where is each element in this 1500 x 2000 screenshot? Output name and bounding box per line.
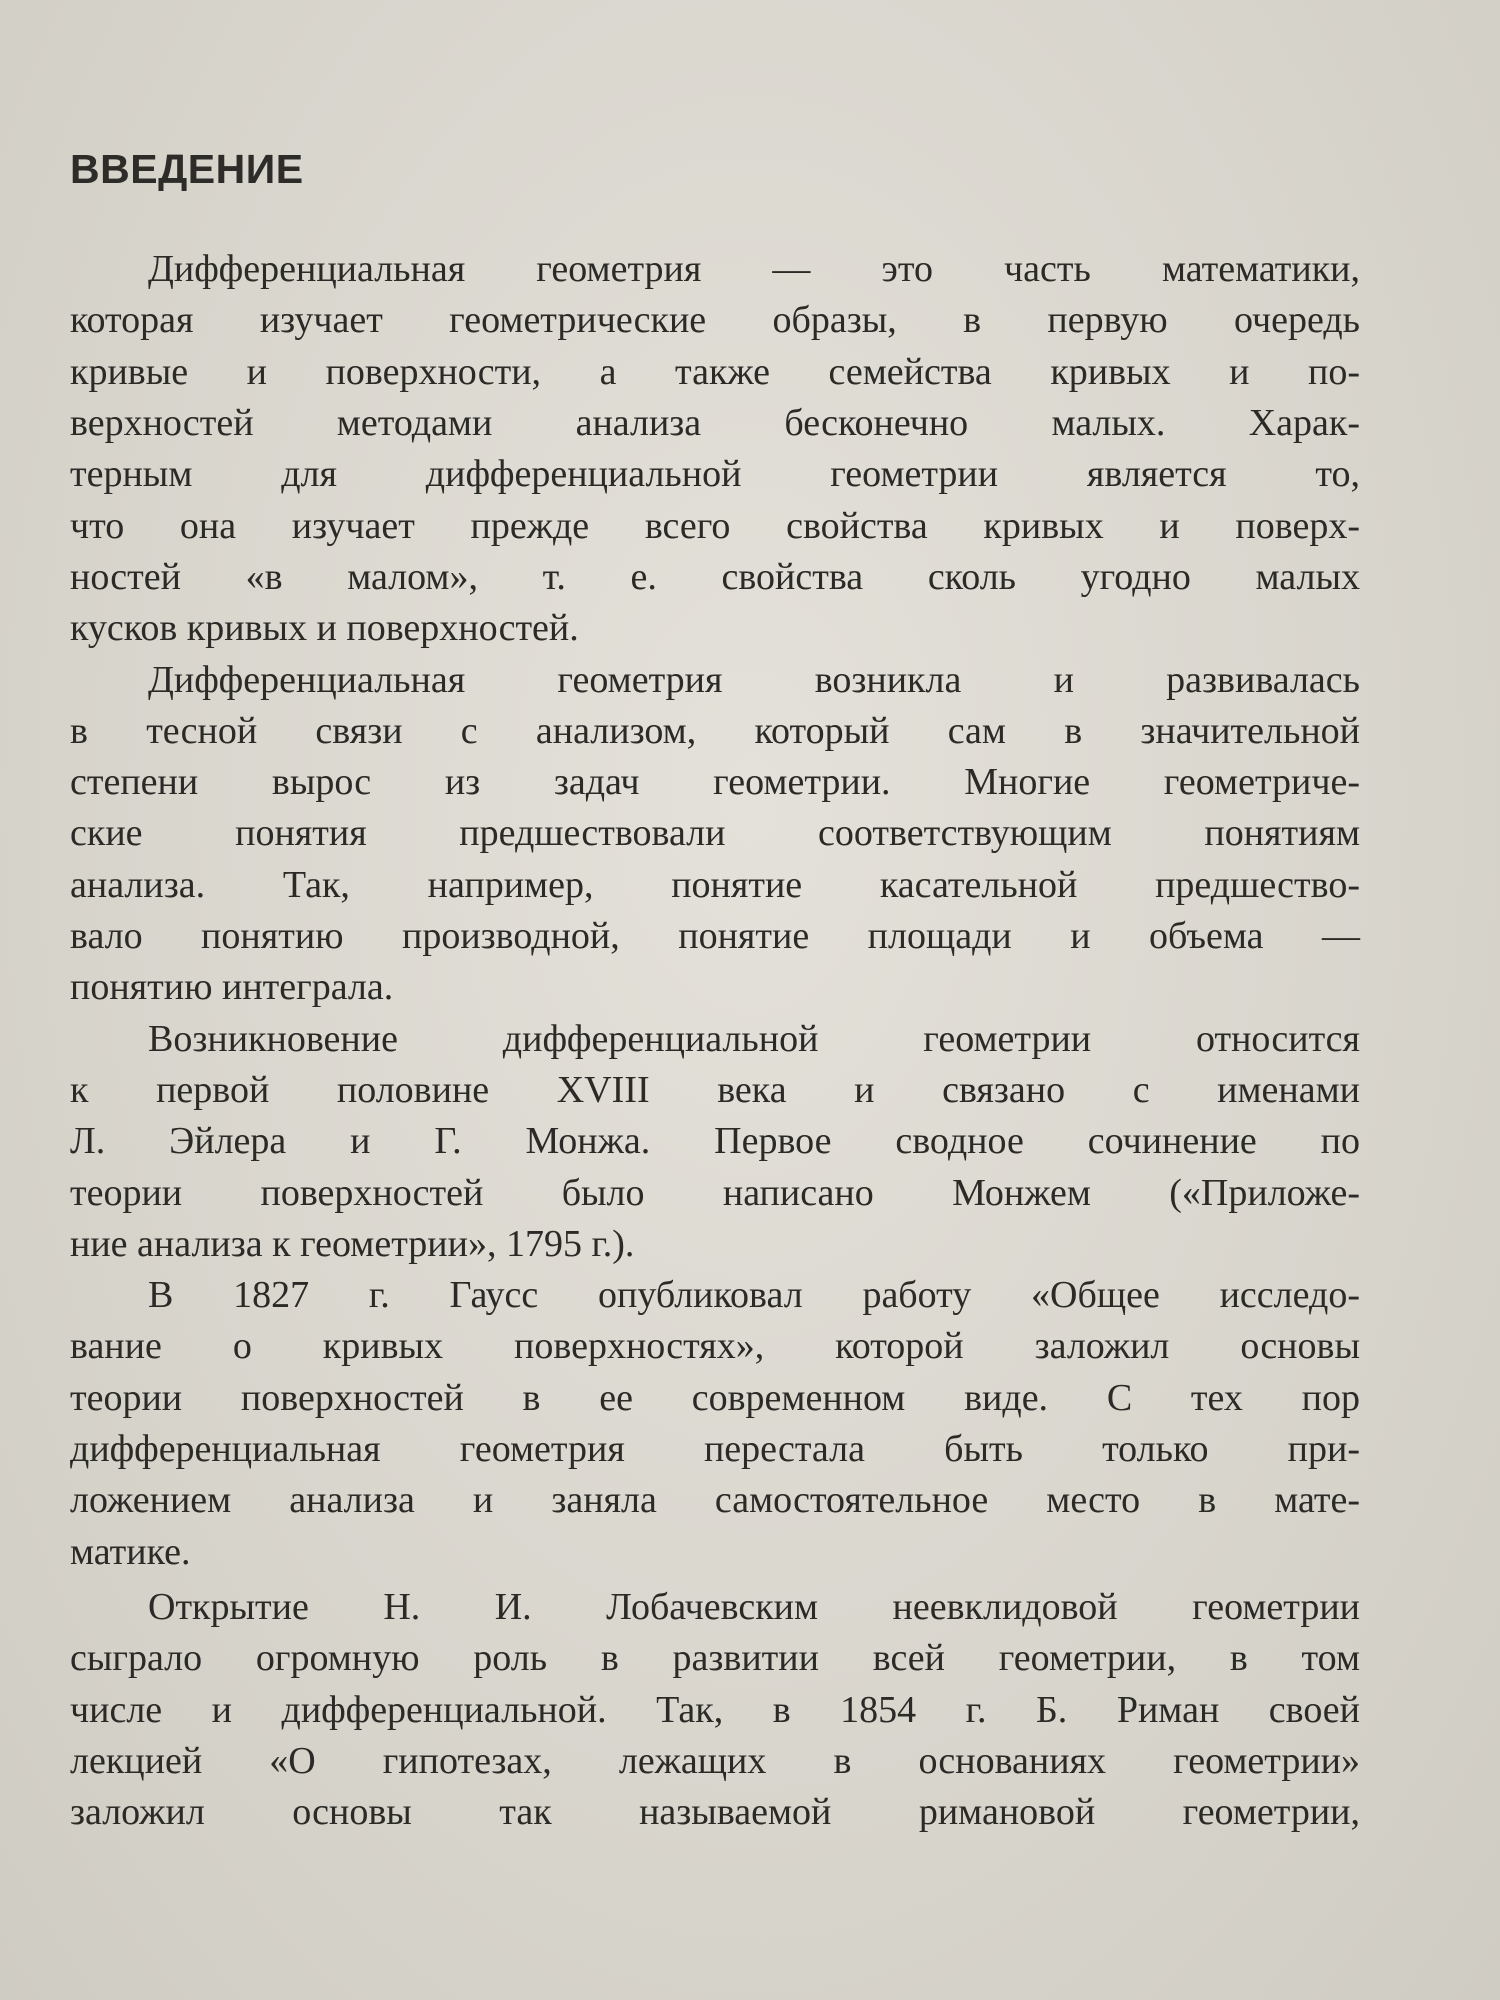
text-line: кривые и поверхности, а также семейства кривых и по- — [70, 350, 1360, 393]
text-line: в тесной связи с анализом, который сам в значительной — [70, 709, 1360, 752]
text-line: Дифференциальная геометрия — это часть математики, — [148, 248, 1360, 291]
text-line: матике. — [70, 1530, 191, 1573]
text-line: вание о кривых поверхностях», которой заложил основы — [70, 1325, 1360, 1368]
text-line: ские понятия предшествовали соответствующим понятиям — [70, 812, 1360, 855]
text-line: лекцией «О гипотезах, лежащих в основаниях геометрии» — [70, 1739, 1360, 1782]
text-line: что она изучает прежде всего свойства кривых и поверх- — [70, 504, 1360, 547]
paragraph — [70, 655, 1360, 1014]
text-line: ложением анализа и заняла самостоятельное место в мате- — [70, 1479, 1360, 1522]
text-line: верхностей методами анализа бесконечно малых. Харак- — [70, 402, 1360, 445]
text-line: Л. Эйлера и Г. Монжа. Первое сводное сочинение по — [70, 1120, 1360, 1163]
text-line: дифференциальная геометрия перестала быть только при- — [70, 1428, 1360, 1471]
text-line: В 1827 г. Гаусс опубликовал работу «Общее исследо- — [148, 1274, 1360, 1317]
text-line: теории поверхностей в ее современном виде. С тех пор — [70, 1376, 1360, 1419]
paragraph — [70, 1582, 1360, 1838]
text-line: Открытие Н. И. Лобачевским неевклидовой геометрии — [148, 1585, 1360, 1628]
text-line: теории поверхностей было написано Монжем («Приложе- — [70, 1171, 1360, 1214]
text-line: кусков кривых и поверхностей. — [70, 607, 579, 650]
text-line: вало понятию производной, понятие площади и объема — — [70, 915, 1360, 958]
text-line: степени вырос из задач геометрии. Многие геометриче- — [70, 761, 1360, 804]
text-line: анализа. Так, например, понятие касательной предшество- — [70, 863, 1360, 906]
paragraph — [70, 1014, 1360, 1270]
text-line: ностей «в малом», т. е. свойства сколь угодно малых — [70, 555, 1360, 598]
text-line: ние анализа к геометрии», 1795 г.). — [70, 1222, 635, 1265]
text-line: терным для дифференциальной геометрии является то, — [70, 453, 1360, 496]
text-line: которая изучает геометрические образы, в первую очередь — [70, 299, 1360, 342]
book-page — [70, 145, 1360, 1838]
text-line: заложил основы так называемой римановой геометрии, — [70, 1791, 1360, 1834]
section-heading: ВВЕДЕНИЕ — [70, 146, 304, 192]
body-text — [70, 244, 1360, 1838]
text-line: понятию интеграла. — [70, 966, 394, 1009]
paragraph — [70, 1270, 1360, 1578]
text-line: Дифференциальная геометрия возникла и развивалась — [148, 658, 1360, 701]
paragraph — [70, 244, 1360, 654]
text-line: к первой половине XVIII века и связано с именами — [70, 1068, 1360, 1111]
text-line: Возникновение дифференциальной геометрии относится — [148, 1017, 1360, 1060]
text-line: числе и дифференциальной. Так, в 1854 г. Б. Риман своей — [70, 1688, 1360, 1731]
text-line: сыграло огромную роль в развитии всей геометрии, в том — [70, 1637, 1360, 1680]
